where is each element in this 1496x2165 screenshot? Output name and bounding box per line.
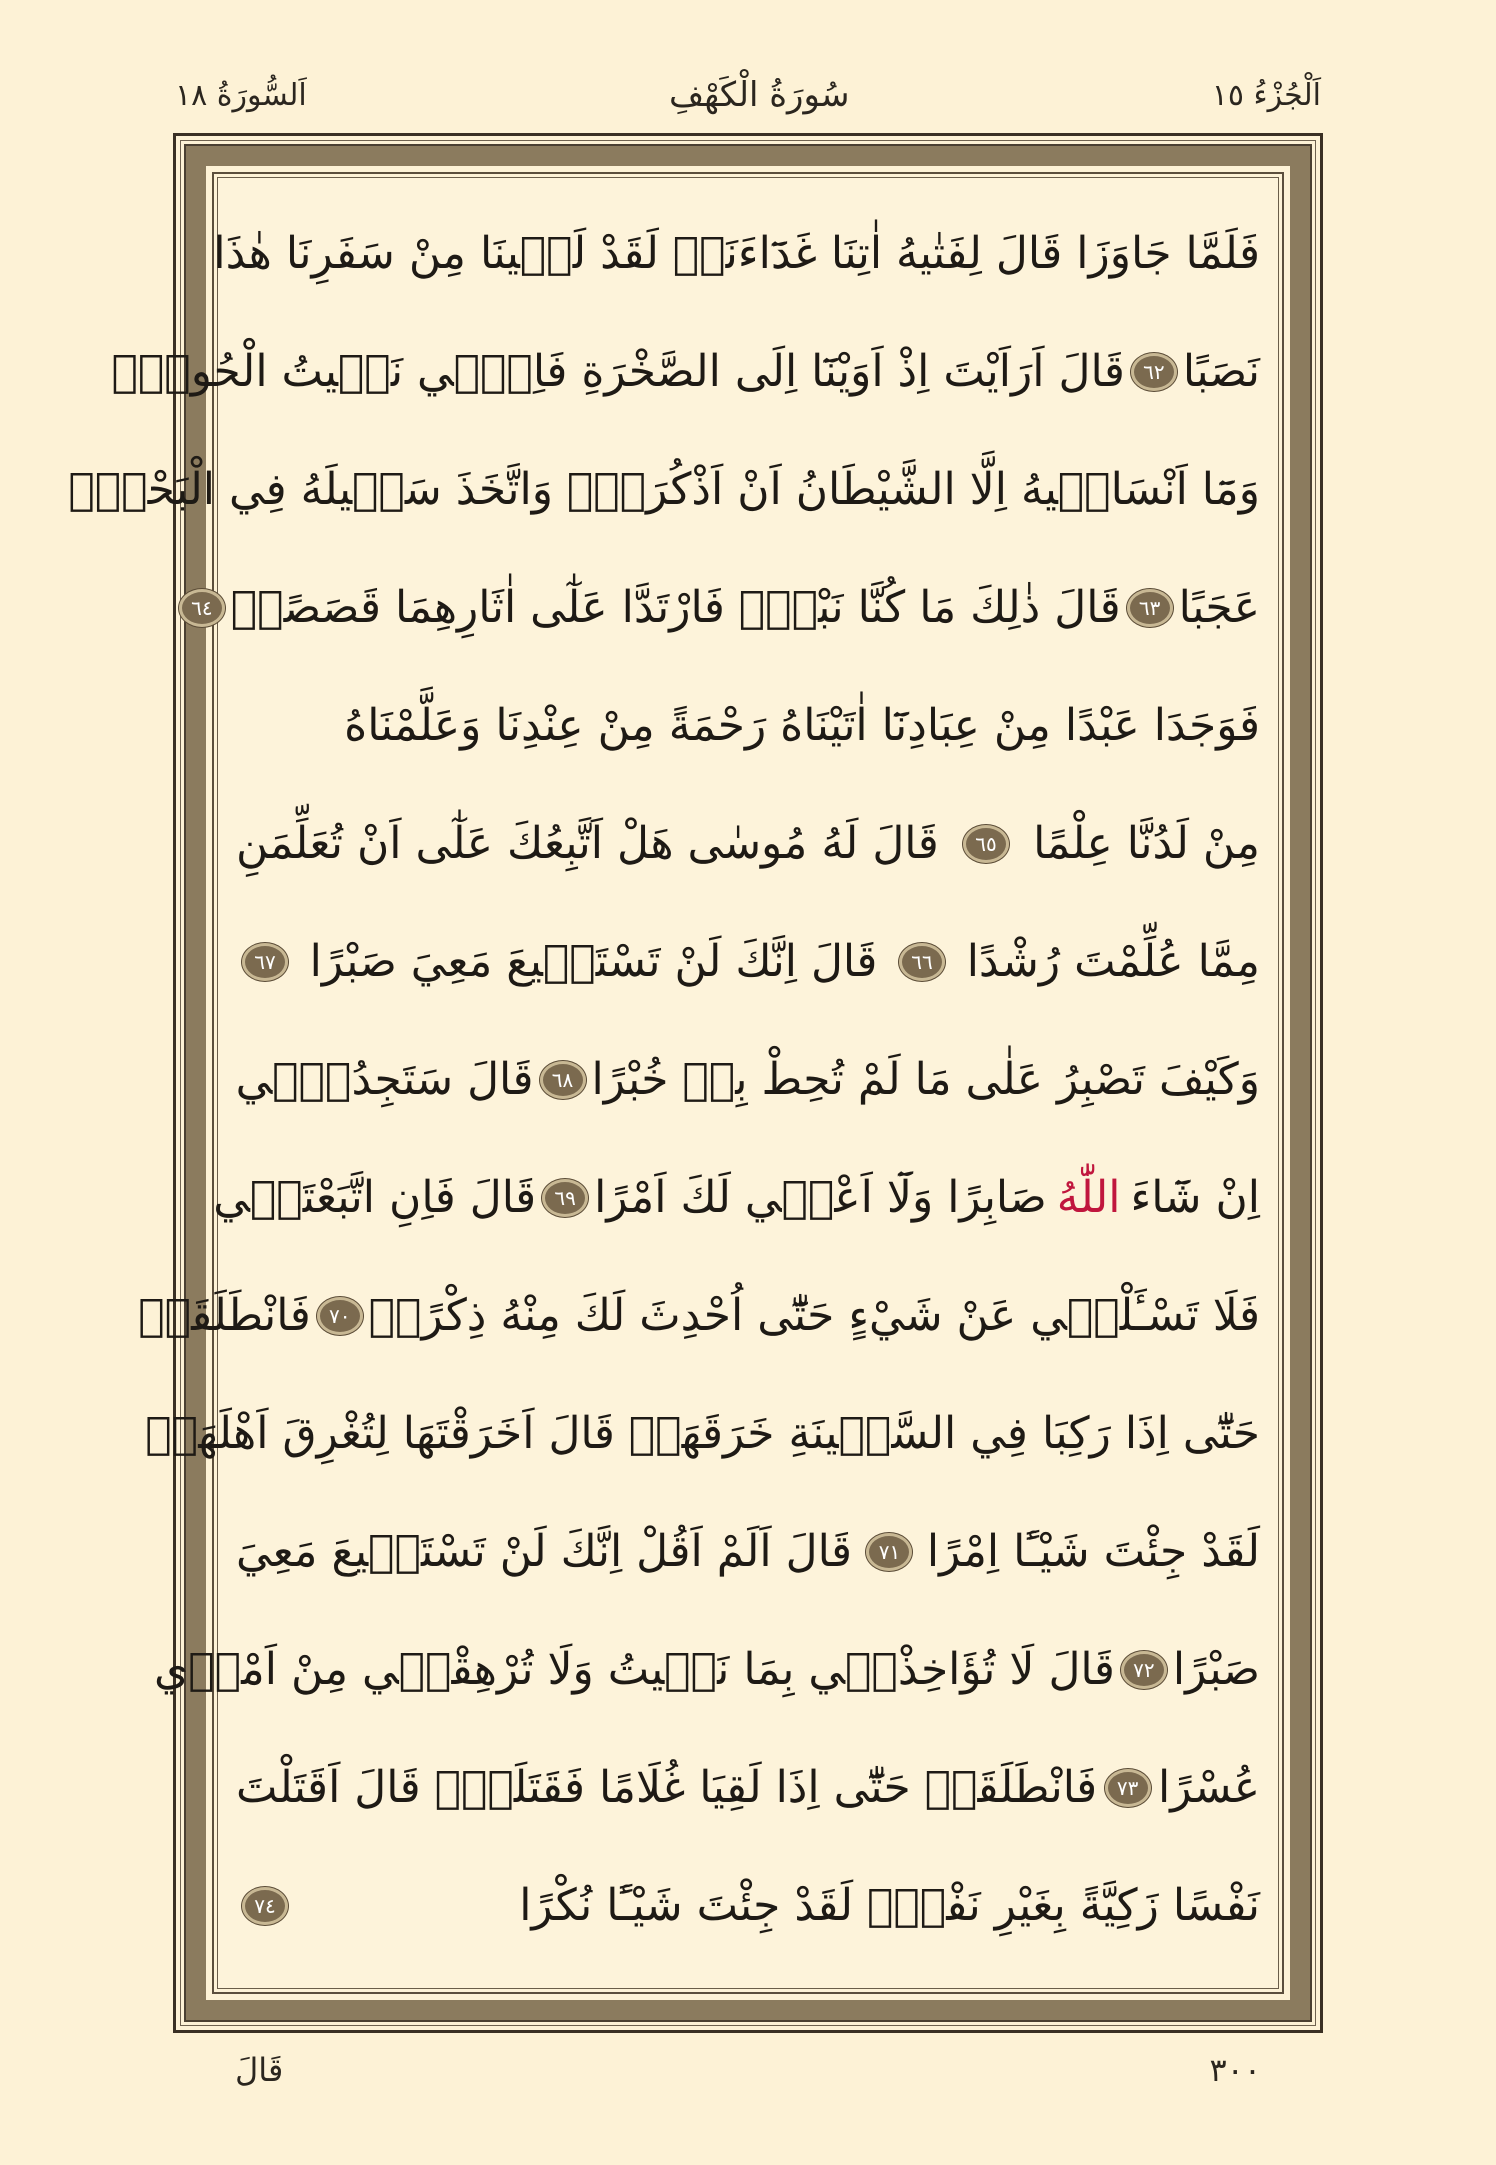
verse-text-segment: فَوَجَدَا عَبْدًا مِنْ عِبَادِنَٓا اٰتَيْنَاهُ رَحْمَةً مِنْ عِنْدِنَا وَعَلَّمْنَاهُ (344, 700, 1260, 751)
verse-text-segment: عُسْرًا (1157, 1762, 1260, 1813)
verse-number-marker: ٦٤ (179, 589, 225, 627)
verse-text-segment: اِنْ شَٓاءَ (1130, 1172, 1260, 1223)
verse-text-segment: صَبْرًا (1172, 1644, 1260, 1695)
catchword: قَالَ (235, 2051, 284, 2089)
verse-text-segment: عَجَبًا (1178, 582, 1260, 633)
verse-number-marker: ٦٢ (1131, 353, 1177, 391)
verse-number-marker: ٧٣ (1105, 1769, 1151, 1807)
verse-text-segment: قَالَ اَرَاَيْتَ اِذْ اَوَيْنَٓا اِلَى الصَّخْرَةِ فَاِنّٖي نَسٖيتُ الْحُوتَۘ (111, 346, 1125, 397)
verse-number-marker: ٧١ (866, 1533, 912, 1571)
verse-text-segment: قَالَ فَاِنِ اتَّبَعْتَنٖي (213, 1172, 537, 1223)
verse-text-segment: فَلَا تَسْـَٔلْنٖي عَنْ شَيْءٍ حَتّٰٓى اُحْدِثَ لَكَ مِنْهُ ذِكْرًاۚ (368, 1290, 1260, 1341)
divine-name: اللّٰهُ (1056, 1172, 1121, 1223)
text-line (111, 314, 1260, 429)
verse-text-segment: صَابِرًا وَلَٓا اَعْصٖي لَكَ اَمْرًا (594, 1172, 1047, 1223)
verse-text-segment: مِنْ لَدُنَّا عِلْمًا (1033, 818, 1260, 869)
verse-text-segment: فَلَمَّا جَاوَزَا قَالَ لِفَتٰيهُ اٰتِنَا غَدَٓاءَنَاۘ لَقَدْ لَقٖينَا مِنْ سَفَرِنَا هٰذَا (213, 228, 1260, 279)
verse-number-marker: ٦٥ (963, 825, 1009, 863)
verse-text-segment: قَالَ لَهُ مُوسٰى هَلْ اَتَّبِعُكَ عَلٰٓى اَنْ تُعَلِّمَنِ (236, 818, 939, 869)
verse-text-segment: قَالَ سَتَجِدُنٖٓي (235, 1054, 534, 1105)
text-line (213, 1140, 1260, 1255)
verse-text-segment: قَالَ لَا تُؤَاخِذْنٖي بِمَا نَسٖيتُ وَلَا تُرْهِقْنٖي مِنْ اَمْرٖي (153, 1644, 1115, 1695)
text-line (145, 1376, 1260, 1491)
page-header (175, 65, 1321, 125)
text-line (138, 1258, 1260, 1373)
verse-number-marker: ٧٠ (317, 1297, 363, 1335)
verse-number-marker: ٦٩ (542, 1179, 588, 1217)
verse-number-marker: ٦٦ (899, 943, 945, 981)
verse-number-marker: ٧٤ (242, 1887, 288, 1925)
verse-text-segment: مِمَّا عُلِّمْتَ رُشْدًا (966, 936, 1260, 987)
verse-text-segment: فَانْطَلَقَاࣞ (138, 1290, 311, 1341)
text-line (68, 432, 1260, 547)
text-line (236, 1848, 1260, 1963)
verse-text-segment: نَفْسًا زَكِيَّةً بِغَيْرِ نَفْسٍۜ لَقَدْ جِئْتَ شَيْـًٔا نُكْرًا (519, 1880, 1260, 1931)
verse-text-segment: لَقَدْ جِئْتَ شَيْـًٔا اِمْرًا (926, 1526, 1260, 1577)
verse-number-marker: ٦٧ (242, 943, 288, 981)
page-footer (235, 2040, 1261, 2100)
verse-text-segment: قَالَ اِنَّكَ لَنْ تَسْتَطٖيعَ مَعِيَ صَبْرًا (309, 936, 878, 987)
text-line (236, 786, 1260, 901)
text-line (236, 668, 1260, 783)
verse-number-marker: ٧٢ (1121, 1651, 1167, 1689)
surah-title: سُورَةُ الْكَهْفِ (668, 75, 850, 115)
verse-text-segment: نَصَبًا (1182, 346, 1260, 397)
page-number: ٣٠٠ (1209, 2051, 1261, 2089)
quran-text-block (68, 196, 1260, 1970)
text-line (236, 1022, 1260, 1137)
page-frame (68, 133, 1323, 2033)
text-line (153, 1612, 1260, 1727)
verse-text-segment: فَانْطَلَقَاࣞ حَتّٰٓى اِذَا لَقِيَا غُلَامًا فَقَتَلَهُۙ قَالَ اَقَتَلْتَ (236, 1762, 1098, 1813)
verse-text-segment: حَتّٰٓى اِذَا رَكِبَا فِي السَّفٖينَةِ خَرَقَهَاۜ قَالَ اَخَرَقْتَهَا لِتُغْرِقَ اَهْلَهَاۚ (145, 1408, 1260, 1459)
verse-text-segment: وَكَيْفَ تَصْبِرُ عَلٰى مَا لَمْ تُحِطْ بِهٖ خُبْرًا (591, 1054, 1260, 1105)
text-line (236, 1730, 1260, 1845)
verse-text-segment: قَالَ ذٰلِكَ مَا كُنَّا نَبْغِۗ فَارْتَدَّا عَلٰٓى اٰثَارِهِمَا قَصَصًاۙ (230, 582, 1121, 633)
verse-text-segment: وَمَٓا اَنْسَانٖيهُ اِلَّا الشَّيْطَانُ اَنْ اَذْكُرَهُۚ وَاتَّخَذَ سَبٖيلَهُ فِي الْبَحْرِۗ (68, 464, 1260, 515)
text-line (236, 904, 1260, 1019)
surah-number-label: اَلسُّورَةُ ١٨ (175, 77, 307, 113)
text-line (213, 196, 1260, 311)
verse-text-segment: قَالَ اَلَمْ اَقُلْ اِنَّكَ لَنْ تَسْتَطٖيعَ مَعِيَ (236, 1526, 853, 1577)
juz-label: اَلْجُزْءُ ١٥ (1211, 77, 1321, 113)
verse-number-marker: ٦٣ (1127, 589, 1173, 627)
text-line (191, 550, 1260, 665)
text-line (236, 1494, 1260, 1609)
verse-number-marker: ٦٨ (540, 1061, 586, 1099)
